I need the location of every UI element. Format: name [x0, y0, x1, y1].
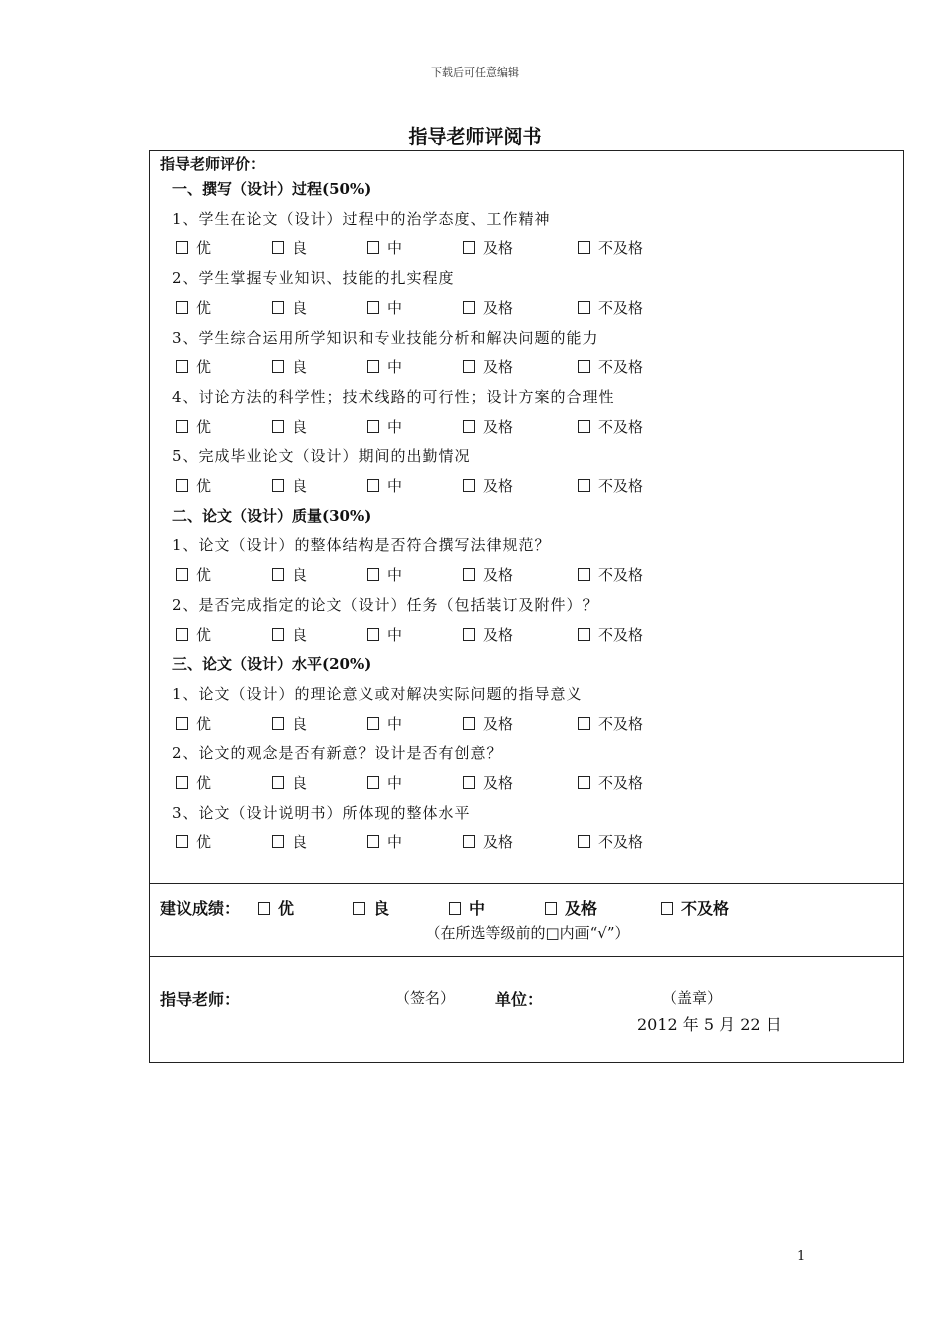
rating-option-medium[interactable]: [367, 475, 402, 496]
checkbox-icon: [176, 568, 188, 581]
checkbox-icon: [272, 835, 284, 848]
checkbox-icon: [272, 301, 284, 314]
grade-option-good[interactable]: 良: [353, 896, 389, 919]
rating-option-label: 中: [387, 417, 403, 436]
rating-option-excellent[interactable]: [176, 416, 211, 437]
rating-option-label: 优: [196, 714, 212, 733]
rating-option-fail[interactable]: [578, 356, 643, 377]
rating-option-fail[interactable]: [578, 297, 643, 318]
rating-option-label: 中: [387, 774, 403, 792]
question-text: 2、学生掌握专业知识、技能的扎实程度: [172, 269, 455, 288]
checkbox-icon: [578, 628, 590, 641]
section-heading: 三、论文（设计）水平(20%): [172, 655, 372, 674]
rating-option-label: 良: [292, 417, 308, 436]
rating-option-label: 良: [292, 566, 308, 585]
rating-option-label: 及格: [483, 298, 514, 317]
checkbox-icon: [545, 902, 557, 915]
rating-option-good[interactable]: [272, 356, 307, 377]
rating-option-label: 及格: [483, 714, 514, 733]
question-text: 1、论文（设计）的理论意义或对解决实际问题的指导意义: [172, 684, 583, 703]
rating-option-pass[interactable]: [463, 713, 513, 734]
rating-option-label: 及格: [483, 625, 514, 644]
rating-options-row: [174, 297, 874, 319]
rating-option-fail[interactable]: [578, 237, 643, 258]
section-heading: 二、论文（设计）质量(30%): [172, 506, 372, 525]
rating-option-label: 良: [292, 239, 308, 258]
checkbox-icon: [463, 420, 475, 433]
checkbox-icon: [367, 301, 379, 314]
rating-option-label: 优: [196, 239, 212, 258]
checkbox-icon: [367, 776, 379, 789]
checkbox-icon: [353, 902, 365, 915]
checkbox-icon: [463, 301, 475, 314]
checkbox-icon: [449, 902, 461, 915]
checkbox-icon: [272, 776, 284, 789]
rating-option-label: 不及格: [598, 714, 644, 733]
checkbox-icon: [272, 420, 284, 433]
checkbox-icon: [272, 479, 284, 492]
rating-option-good[interactable]: [272, 297, 307, 318]
rating-options-row: [174, 475, 874, 497]
rating-option-pass[interactable]: [463, 624, 513, 645]
rating-option-medium[interactable]: [367, 624, 402, 645]
teacher-label: 指导老师：: [160, 990, 241, 1009]
rating-option-label: 中: [387, 298, 403, 317]
rating-option-label: 不及格: [598, 298, 644, 317]
rating-options-row: [174, 624, 874, 646]
rating-option-medium[interactable]: [367, 772, 402, 793]
rating-option-fail[interactable]: [578, 713, 643, 734]
rating-option-label: 优: [196, 625, 212, 644]
rating-option-excellent[interactable]: [176, 831, 211, 852]
rating-option-pass[interactable]: [463, 564, 513, 585]
rating-options-row: [174, 831, 874, 853]
checkbox-icon: [367, 835, 379, 848]
checkbox-icon: [463, 479, 475, 492]
question-text: 2、论文的观念是否有新意？设计是否有创意？: [172, 744, 503, 763]
rating-option-label: 良: [292, 298, 308, 317]
unit-label: 单位：: [495, 990, 544, 1009]
rating-option-excellent[interactable]: [176, 356, 211, 377]
rating-option-excellent[interactable]: [176, 297, 211, 318]
rating-options-row: [174, 713, 874, 735]
rating-option-excellent[interactable]: [176, 237, 211, 258]
checkbox-icon: [578, 479, 590, 492]
rating-option-label: 良: [292, 833, 308, 852]
document-title: 指导老师评阅书: [408, 126, 542, 148]
page-number: 1: [797, 1249, 806, 1264]
rating-option-label: 及格: [483, 358, 514, 377]
grade-option-medium[interactable]: 中: [449, 896, 485, 919]
grade-line: [160, 896, 880, 920]
rating-option-label: 中: [387, 833, 403, 852]
question-text: 3、学生综合运用所学知识和专业技能分析和解决问题的能力: [172, 328, 599, 347]
rating-option-fail[interactable]: [578, 564, 643, 585]
checkbox-icon: [176, 360, 188, 373]
rating-option-label: 良: [292, 358, 308, 377]
rating-options-row: [174, 564, 874, 586]
rating-option-fail[interactable]: [578, 416, 643, 437]
rating-option-good[interactable]: [272, 831, 307, 852]
rating-option-label: 中: [387, 625, 403, 644]
checkbox-icon: [578, 717, 590, 730]
checkbox-icon: [463, 776, 475, 789]
rating-option-fail[interactable]: [578, 475, 643, 496]
rating-option-label: 良: [292, 714, 308, 733]
rating-option-good[interactable]: [272, 475, 307, 496]
checkbox-icon: [367, 241, 379, 254]
checkbox-icon: [463, 717, 475, 730]
checkbox-icon: [578, 835, 590, 848]
evaluation-box: [149, 150, 904, 884]
rating-option-label: 不及格: [598, 566, 644, 585]
checkbox-icon: [463, 360, 475, 373]
checkbox-icon: [578, 241, 590, 254]
checkbox-icon: [176, 479, 188, 492]
checkbox-icon: [367, 717, 379, 730]
rating-option-label: 优: [196, 358, 212, 377]
rating-option-label: 不及格: [598, 833, 644, 852]
rating-option-fail[interactable]: [578, 831, 643, 852]
rating-option-label: 不及格: [598, 477, 644, 495]
rating-option-excellent[interactable]: [176, 475, 211, 496]
rating-option-label: 优: [196, 833, 212, 852]
checkbox-icon: [272, 360, 284, 373]
rating-option-label: 及格: [483, 833, 514, 852]
rating-options-row: [174, 772, 874, 794]
rating-option-medium[interactable]: [367, 713, 402, 734]
rating-option-pass[interactable]: [463, 475, 513, 496]
checkbox-icon: [578, 360, 590, 373]
rating-option-pass[interactable]: [463, 297, 513, 318]
rating-option-pass[interactable]: [463, 237, 513, 258]
question-text: 4、讨论方法的科学性；技术线路的可行性；设计方案的合理性: [172, 387, 615, 406]
rating-option-pass[interactable]: [463, 416, 513, 437]
checkbox-icon: [367, 628, 379, 641]
rating-option-medium[interactable]: [367, 237, 402, 258]
checkbox-icon: [578, 568, 590, 581]
rating-option-medium[interactable]: [367, 416, 402, 437]
rating-option-medium[interactable]: [367, 831, 402, 852]
checkbox-icon: [272, 717, 284, 730]
checkbox-icon: [367, 360, 379, 373]
seal-hint: （盖章）: [662, 989, 723, 1007]
grade-note: （在所选等级前的□内画“√”）: [425, 924, 630, 942]
rating-option-good[interactable]: [272, 416, 307, 437]
rating-option-medium[interactable]: [367, 297, 402, 318]
rating-options-row: [174, 356, 874, 378]
rating-option-good[interactable]: [272, 237, 307, 258]
rating-option-label: 优: [196, 566, 212, 585]
rating-option-excellent[interactable]: [176, 772, 211, 793]
rating-option-medium[interactable]: [367, 564, 402, 585]
rating-option-label: 中: [387, 477, 403, 495]
rating-option-pass[interactable]: [463, 356, 513, 377]
rating-option-good[interactable]: [272, 713, 307, 734]
checkbox-icon: [578, 776, 590, 789]
rating-option-pass[interactable]: [463, 831, 513, 852]
rating-option-label: 及格: [483, 774, 514, 792]
checkbox-icon: [176, 717, 188, 730]
checkbox-icon: [463, 835, 475, 848]
checkbox-icon: [367, 568, 379, 581]
checkbox-icon: [176, 835, 188, 848]
grade-option-excellent[interactable]: 优: [258, 896, 294, 919]
rating-option-excellent[interactable]: [176, 713, 211, 734]
checkbox-icon: [272, 241, 284, 254]
rating-option-label: 中: [387, 358, 403, 377]
checkbox-icon: [463, 568, 475, 581]
question-text: 5、完成毕业论文（设计）期间的出勤情况: [172, 447, 471, 466]
rating-option-label: 中: [387, 239, 403, 258]
rating-option-label: 及格: [483, 417, 514, 436]
rating-option-label: 优: [196, 774, 212, 792]
rating-option-label: 不及格: [598, 239, 644, 258]
checkbox-icon: [272, 568, 284, 581]
section-heading: 一、撰写（设计）过程(50%): [172, 180, 372, 198]
checkbox-icon: [578, 420, 590, 433]
rating-option-good[interactable]: [272, 772, 307, 793]
checkbox-icon: [578, 301, 590, 314]
rating-option-label: 及格: [483, 239, 514, 258]
question-text: 2、是否完成指定的论文（设计）任务（包括装订及附件）？: [172, 595, 599, 614]
rating-option-fail[interactable]: [578, 624, 643, 645]
rating-option-medium[interactable]: [367, 356, 402, 377]
rating-option-label: 优: [196, 417, 212, 436]
rating-option-good[interactable]: [272, 564, 307, 585]
rating-option-label: 不及格: [598, 417, 644, 436]
rating-option-good[interactable]: [272, 624, 307, 645]
rating-option-label: 不及格: [598, 625, 644, 644]
grade-label: 建议成绩：: [160, 899, 241, 918]
rating-option-label: 中: [387, 714, 403, 733]
rating-option-label: 及格: [483, 477, 514, 495]
checkbox-icon: [463, 241, 475, 254]
sign-date: 2012 年 5 月 22 日: [637, 1015, 782, 1034]
question-text: 1、学生在论文（设计）过程中的治学态度、工作精神: [172, 209, 551, 228]
header-note: 下载后可任意编辑: [431, 66, 519, 79]
rating-option-label: 良: [292, 774, 308, 792]
checkbox-icon: [258, 902, 270, 915]
rating-option-excellent[interactable]: [176, 624, 211, 645]
checkbox-icon: [176, 628, 188, 641]
signature-box: [149, 956, 904, 1063]
rating-option-label: 中: [387, 566, 403, 585]
question-text: 1、论文（设计）的整体结构是否符合撰写法律规范？: [172, 536, 551, 555]
rating-option-fail[interactable]: [578, 772, 643, 793]
rating-option-label: 优: [196, 298, 212, 317]
rating-options-row: [174, 237, 874, 259]
checkbox-icon: [661, 902, 673, 915]
rating-options-row: [174, 416, 874, 438]
suggested-grade-box: [149, 883, 904, 957]
rating-option-pass[interactable]: [463, 772, 513, 793]
checkbox-icon: [176, 241, 188, 254]
rating-option-excellent[interactable]: [176, 564, 211, 585]
rating-option-label: 良: [292, 477, 308, 495]
checkbox-icon: [176, 301, 188, 314]
rating-option-label: 及格: [483, 566, 514, 585]
checkbox-icon: [272, 628, 284, 641]
checkbox-icon: [463, 628, 475, 641]
rating-option-label: 良: [292, 625, 308, 644]
checkbox-icon: [367, 420, 379, 433]
grade-option-pass[interactable]: 及格: [545, 896, 597, 919]
signature-hint: （签名）: [395, 989, 456, 1007]
rating-option-label: 优: [196, 477, 212, 495]
checkbox-icon: [176, 776, 188, 789]
checkbox-icon: [176, 420, 188, 433]
rating-option-label: 不及格: [598, 358, 644, 377]
rating-option-label: 不及格: [598, 774, 644, 792]
evaluation-label: 指导老师评价：: [160, 155, 266, 173]
grade-option-fail[interactable]: 不及格: [661, 896, 729, 919]
checkbox-icon: [367, 479, 379, 492]
question-text: 3、论文（设计说明书）所体现的整体水平: [172, 803, 471, 822]
